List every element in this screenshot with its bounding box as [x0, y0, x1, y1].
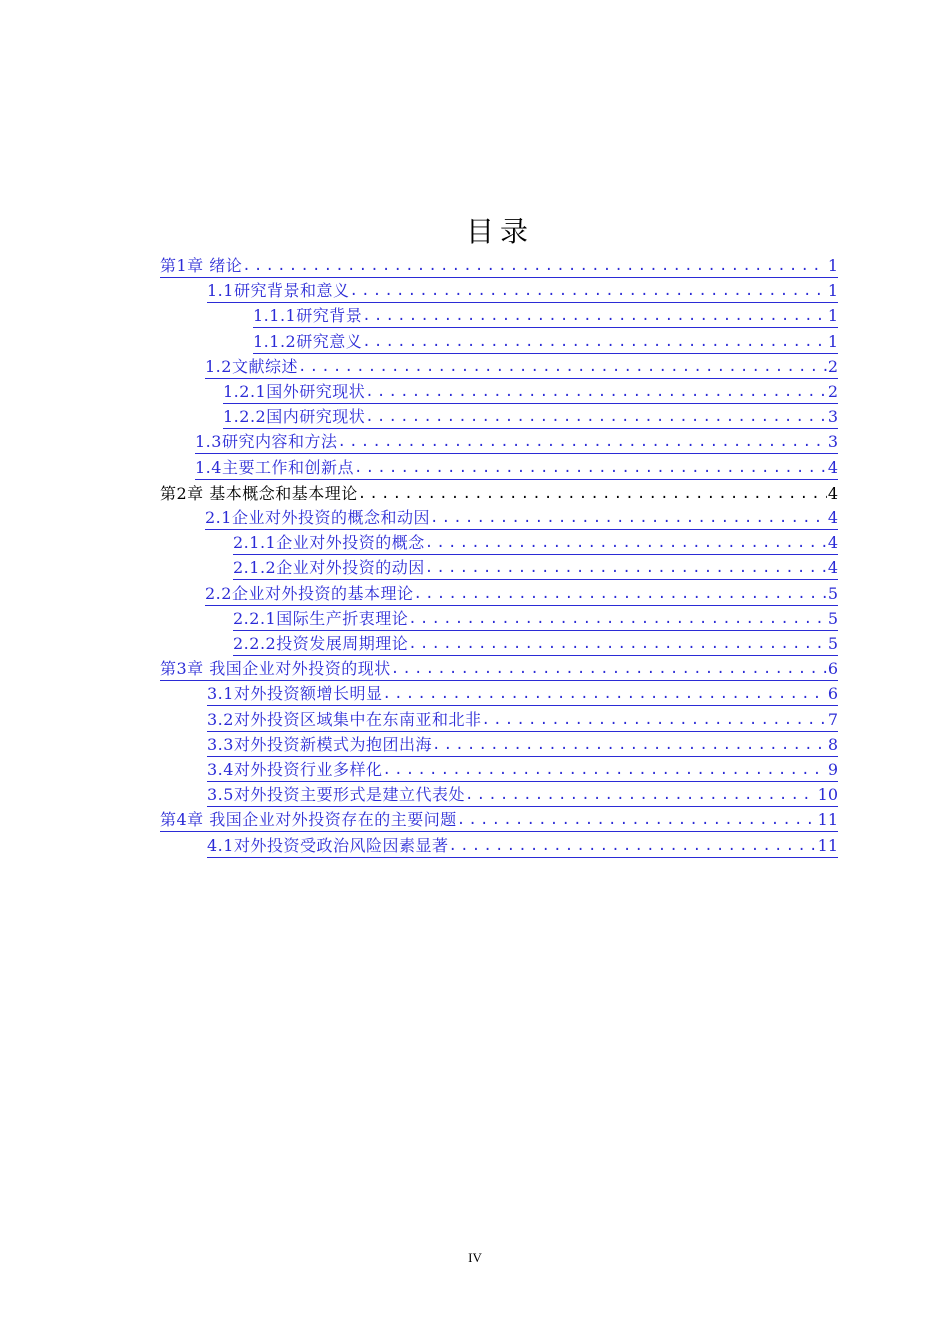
toc-entry-label: 2.1.2企业对外投资的动因	[233, 558, 425, 580]
toc-entry-page: 11	[817, 836, 838, 858]
toc-entry-page: 4	[827, 458, 838, 480]
toc-entry-label: 第4章 我国企业对外投资存在的主要问题	[160, 810, 457, 832]
toc-entry[interactable]	[253, 330, 838, 354]
toc-entry-label: 1.2文献综述	[205, 357, 298, 379]
toc-entry[interactable]	[233, 632, 838, 656]
toc-entry-page: 4	[827, 558, 838, 580]
toc-leader-dots	[382, 684, 826, 706]
toc-entry-page: 1	[827, 281, 838, 303]
toc-entry-page: 9	[827, 760, 838, 782]
toc-entry[interactable]	[205, 582, 838, 606]
toc-entry[interactable]	[233, 531, 838, 555]
toc-entry-label: 1.1研究背景和意义	[207, 281, 349, 303]
toc-entry[interactable]	[207, 758, 838, 782]
toc-leader-dots	[365, 382, 827, 404]
toc-entry-page: 2	[827, 357, 838, 379]
toc-entry-page: 8	[827, 735, 838, 757]
toc-entry-label: 3.4对外投资行业多样化	[207, 760, 382, 782]
toc-leader-dots	[448, 836, 816, 858]
toc-leader-dots	[337, 432, 826, 454]
toc-title: 目录	[465, 215, 534, 248]
toc-leader-dots	[425, 558, 827, 580]
toc-entry-label: 第1章 绪论	[160, 256, 242, 278]
toc-entry-label: 第3章 我国企业对外投资的现状	[160, 659, 391, 681]
toc-entry-page: 5	[827, 634, 838, 656]
toc-entry-page: 11	[817, 810, 838, 832]
toc-entry	[160, 481, 838, 505]
toc-leader-dots	[413, 584, 826, 606]
toc-entry-label: 第2章 基本概念和基本理论	[160, 483, 358, 503]
toc-entry[interactable]	[253, 304, 838, 328]
toc-entry[interactable]	[207, 834, 838, 858]
toc-entry-label: 3.5对外投资主要形式是建立代表处	[207, 785, 465, 807]
toc-entry-page: 5	[827, 584, 838, 606]
toc-entry-label: 1.1.2研究意义	[253, 332, 362, 354]
toc-leader-dots	[382, 760, 826, 782]
toc-entry[interactable]	[207, 682, 838, 706]
toc-leader-dots	[349, 281, 826, 303]
toc-leader-dots	[242, 256, 827, 278]
toc-entry-page: 4	[827, 533, 838, 555]
toc-entry-label: 1.2.1国外研究现状	[223, 382, 365, 404]
toc-entry-page: 4	[827, 508, 838, 530]
toc-leader-dots	[481, 710, 826, 732]
toc-entry-page: 6	[827, 684, 838, 706]
toc-leader-dots	[362, 332, 827, 354]
toc-leader-dots	[425, 533, 827, 555]
toc-entry-label: 1.2.2国内研究现状	[223, 407, 365, 429]
toc-entry-label: 2.2.1国际生产折衷理论	[233, 609, 408, 631]
toc-entry[interactable]	[205, 506, 838, 530]
toc-entry[interactable]	[205, 355, 838, 379]
toc-entry-label: 1.3研究内容和方法	[195, 432, 337, 454]
toc-entry-page: 5	[827, 609, 838, 631]
toc-leader-dots	[362, 306, 827, 328]
toc-entry[interactable]	[233, 556, 838, 580]
toc-entry-label: 1.4主要工作和创新点	[195, 458, 354, 480]
toc-leader-dots	[358, 484, 827, 505]
toc-entry[interactable]	[207, 279, 838, 303]
toc-leader-dots	[430, 508, 827, 530]
toc-entry-page: 3	[827, 432, 838, 454]
toc-entry-page: 1	[827, 332, 838, 354]
toc-entry[interactable]	[223, 405, 838, 429]
toc-entry-page: 3	[827, 407, 838, 429]
toc-entry-label: 3.2对外投资区域集中在东南亚和北非	[207, 710, 481, 732]
toc-leader-dots	[432, 735, 827, 757]
toc-entry[interactable]	[160, 657, 838, 681]
toc-entry[interactable]	[207, 733, 838, 757]
toc-entry[interactable]	[195, 456, 838, 480]
toc-entry[interactable]	[195, 430, 838, 454]
toc-leader-dots	[354, 458, 827, 480]
toc-entry-page: 4	[827, 483, 838, 503]
toc-entry-page: 1	[827, 306, 838, 328]
toc-leader-dots	[465, 785, 817, 807]
toc-entry-label: 2.1企业对外投资的概念和动因	[205, 508, 430, 530]
toc-entry[interactable]	[160, 808, 838, 832]
toc-entry-label: 2.2企业对外投资的基本理论	[205, 584, 413, 606]
toc-entry-label: 2.2.2投资发展周期理论	[233, 634, 408, 656]
toc-entry[interactable]	[207, 783, 838, 807]
toc-entry-label: 2.1.1企业对外投资的概念	[233, 533, 425, 555]
toc-entry[interactable]	[207, 708, 838, 732]
toc-entry-label: 1.1.1研究背景	[253, 306, 362, 328]
toc-entry-label: 3.3对外投资新模式为抱团出海	[207, 735, 432, 757]
toc-entry-page: 6	[827, 659, 838, 681]
toc-entry-page: 10	[817, 785, 838, 807]
toc-entry-page: 7	[827, 710, 838, 732]
toc-leader-dots	[365, 407, 827, 429]
toc-leader-dots	[298, 357, 827, 379]
toc-entry[interactable]	[233, 607, 838, 631]
page-number-footer: IV	[468, 1250, 482, 1265]
toc-entry-label: 4.1对外投资受政治风险因素显著	[207, 836, 448, 858]
toc-entry[interactable]	[160, 254, 838, 278]
toc-entry[interactable]	[223, 380, 838, 404]
toc-leader-dots	[391, 659, 827, 681]
toc-leader-dots	[408, 609, 827, 631]
toc-entry-label: 3.1对外投资额增长明显	[207, 684, 382, 706]
toc-leader-dots	[408, 634, 827, 656]
toc-entry-page: 1	[827, 256, 838, 278]
toc-entry-page: 2	[827, 382, 838, 404]
toc-leader-dots	[457, 810, 817, 832]
